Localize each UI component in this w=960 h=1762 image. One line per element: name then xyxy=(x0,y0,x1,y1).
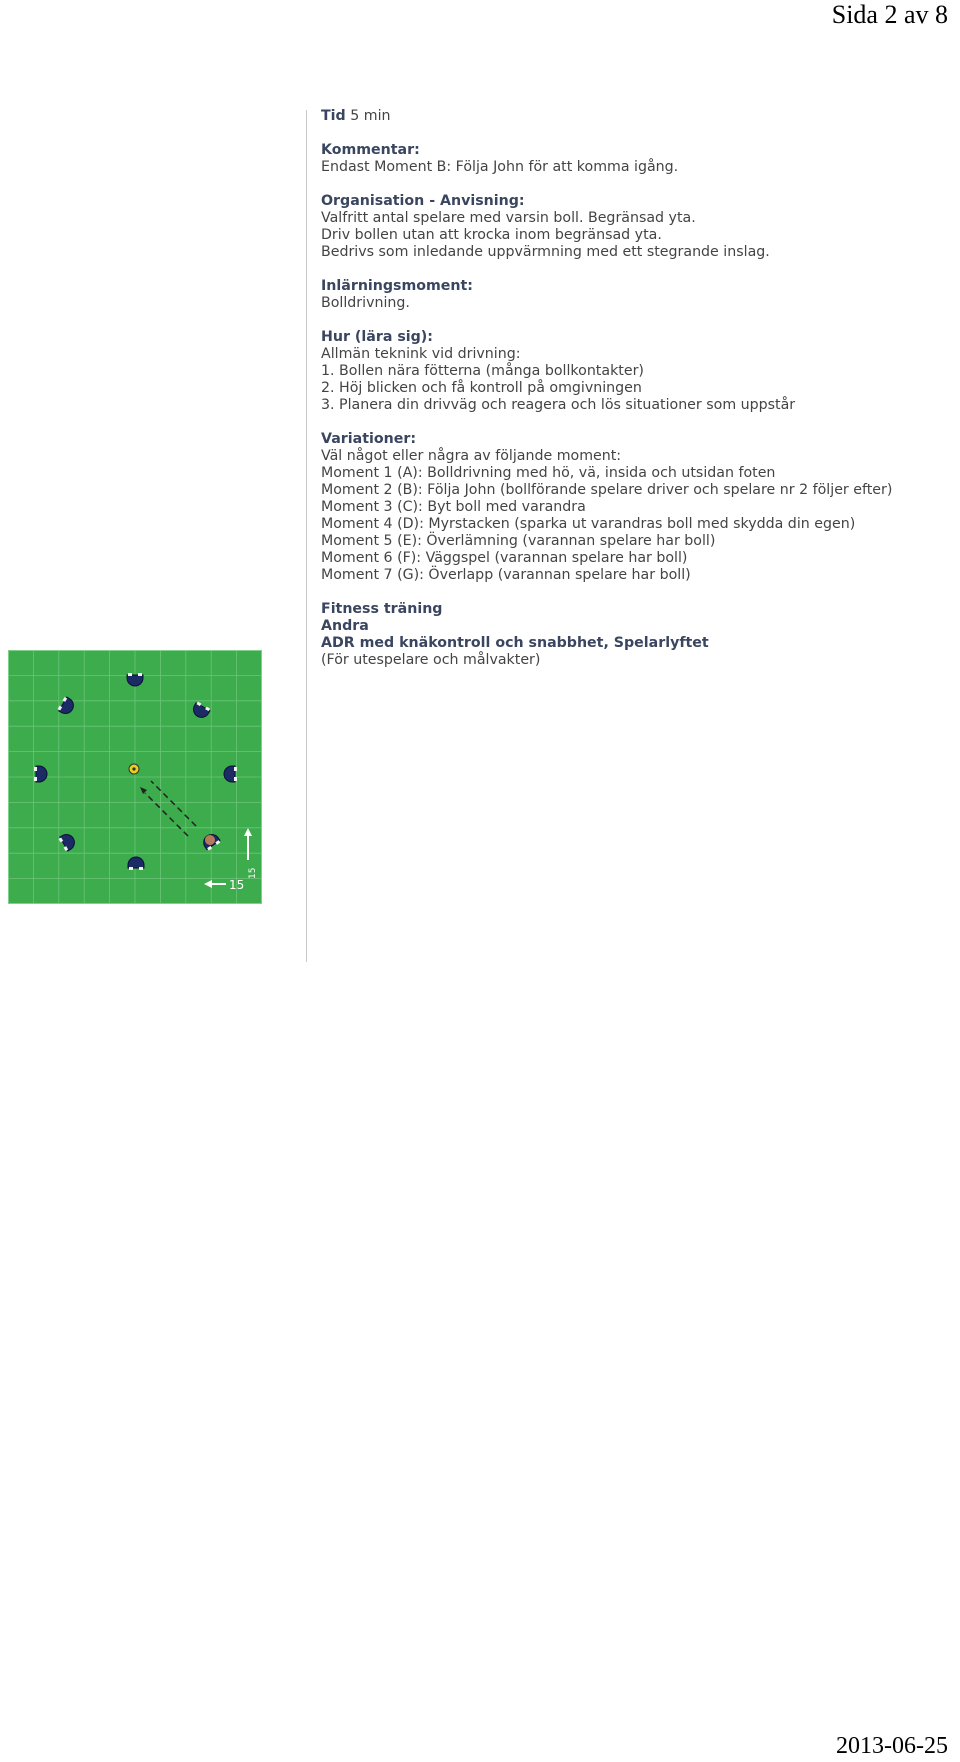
inlarning-line: Bolldrivning. xyxy=(321,295,410,311)
fitness-section xyxy=(321,601,941,669)
variationer-line: Moment 7 (G): Överlapp (varannan spelare har boll) xyxy=(321,567,691,583)
player-icon xyxy=(127,673,143,686)
organisation-line: Valfritt antal spelare med varsin boll. Begränsad yta. xyxy=(321,210,696,226)
kommentar-section xyxy=(321,142,941,176)
organisation-heading: Organisation - Anvisning: xyxy=(321,193,525,209)
page-header: Sida 2 av 8 xyxy=(831,0,948,29)
player-icon xyxy=(224,766,237,782)
hur-section xyxy=(321,329,941,414)
variationer-line: Moment 5 (E): Överlämning (varannan spelare har boll) xyxy=(321,533,716,549)
scale-label-vertical: 15 xyxy=(248,867,258,879)
inlarning-heading: Inlärningsmoment: xyxy=(321,278,473,294)
variationer-line: Moment 1 (A): Bolldrivning med hö, vä, insida och utsidan foten xyxy=(321,465,776,481)
hur-line: 3. Planera din drivväg och reagera och lös situationer som uppstår xyxy=(321,397,796,413)
page-footer: 2013-06-25 xyxy=(836,1733,948,1759)
variationer-line: Moment 2 (B): Följa John (bollförande spelare driver och spelare nr 2 följer efter) xyxy=(321,482,893,498)
drill-diagram-svg xyxy=(8,650,262,904)
drill-diagram xyxy=(8,650,262,904)
hur-line: 1. Bollen nära fötterna (många bollkontakter) xyxy=(321,363,644,379)
inlarning-section xyxy=(321,278,941,312)
variationer-section xyxy=(321,431,941,584)
variationer-line: Moment 4 (D): Myrstacken (sparka ut varandras boll med skydda din egen) xyxy=(321,516,856,532)
variationer-heading: Variationer: xyxy=(321,431,416,447)
kommentar-heading: Kommentar: xyxy=(321,142,420,158)
variationer-line: Väl något eller några av följande moment: xyxy=(321,448,622,464)
scale-label: 15 xyxy=(229,878,245,892)
fitness-heading: Fitness träning xyxy=(321,601,443,617)
variationer-line: Moment 3 (C): Byt boll med varandra xyxy=(321,499,586,515)
hur-line: Allmän teknink vid drivning: xyxy=(321,346,521,362)
column-divider xyxy=(306,110,307,962)
variationer-line: Moment 6 (F): Väggspel (varannan spelare har boll) xyxy=(321,550,688,566)
player-icon xyxy=(128,857,144,870)
hur-heading: Hur (lära sig): xyxy=(321,329,433,345)
hur-line: 2. Höj blicken och få kontroll på omgivningen xyxy=(321,380,642,396)
fitness-line: (För utespelare och målvakter) xyxy=(321,652,541,668)
tid-section xyxy=(321,108,941,125)
organisation-section xyxy=(321,193,941,261)
cone-icon xyxy=(129,764,139,774)
organisation-line: Bedrivs som inledande uppvärmning med ett stegrande inslag. xyxy=(321,244,770,260)
tid-label: Tid xyxy=(321,108,346,124)
tid-value: 5 min xyxy=(350,108,391,124)
fitness-program: ADR med knäkontroll och snabbhet, Spelarlyftet xyxy=(321,635,709,651)
fitness-subheading: Andra xyxy=(321,618,369,634)
kommentar-line: Endast Moment B: Följa John för att komma igång. xyxy=(321,159,679,175)
organisation-line: Driv bollen utan att krocka inom begränsad yta. xyxy=(321,227,662,243)
exercise-description xyxy=(321,108,941,686)
player-icon xyxy=(34,766,47,782)
